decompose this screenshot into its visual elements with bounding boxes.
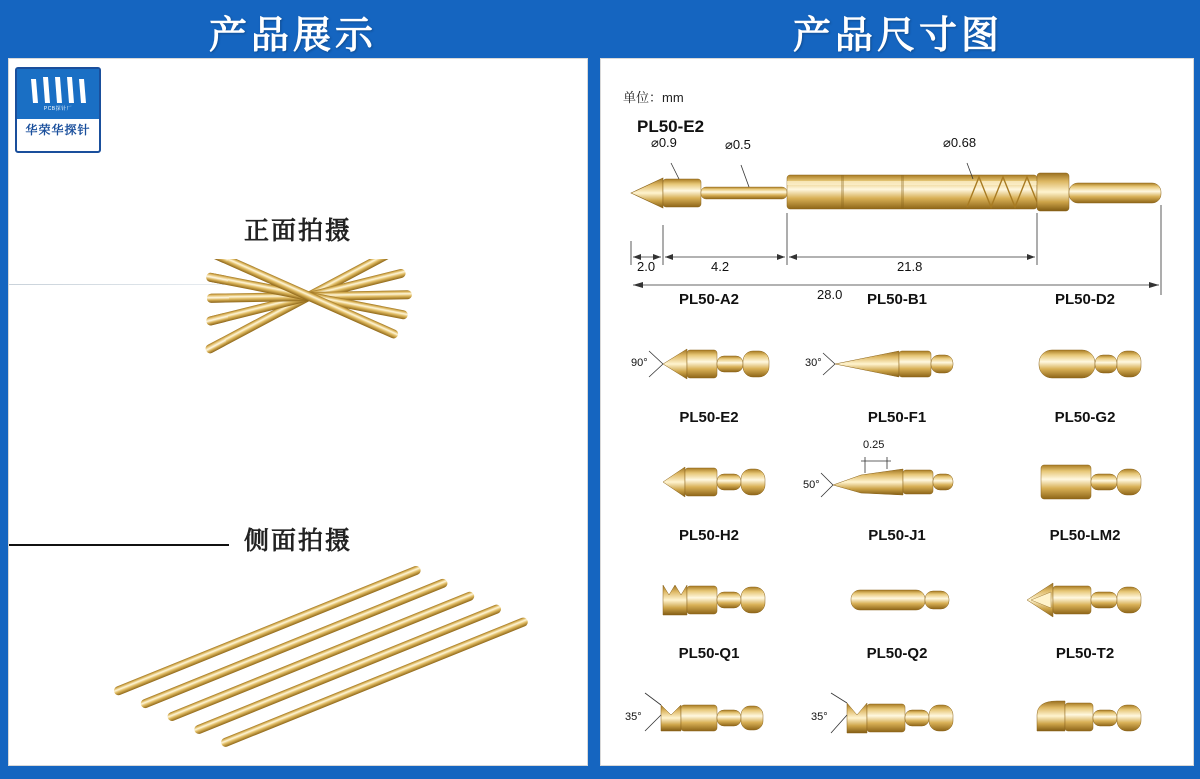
variant-cell: [803, 409, 991, 527]
variant-tip-drawing-d2: [991, 321, 1179, 407]
variant-cell: [803, 291, 991, 409]
logo-mark-text: PCB探针厂: [43, 106, 73, 112]
logo-mark-icon: [17, 69, 99, 119]
diameter-label-0.9: ⌀0.9: [651, 135, 677, 150]
variant-tip-drawing-e2: [615, 439, 803, 525]
variant-angle-label: 50°: [803, 479, 820, 491]
product-photo-panel: [8, 58, 588, 766]
variant-model-label: PL50-Q2: [866, 645, 928, 662]
variant-tip-drawing-t2: [991, 675, 1179, 761]
brand-logo: [15, 67, 101, 153]
variant-tip-drawing-q1: [615, 675, 803, 761]
variant-model-label: PL50-J1: [868, 527, 926, 544]
variant-tip-drawing-f1: [803, 439, 991, 525]
variant-angle-label: 90°: [631, 357, 648, 369]
dimension-label-28.0: 28.0: [817, 287, 843, 302]
main-model-label: PL50-E2: [637, 117, 705, 136]
variant-tip-drawing-j1: [803, 557, 991, 643]
header-title-left: 产品展示: [208, 15, 377, 57]
unit-label: 单位：mm: [623, 90, 684, 105]
variant-cell: [991, 291, 1179, 409]
variant-model-label: PL50-B1: [866, 291, 928, 308]
variant-angle-label: 35°: [811, 711, 828, 723]
variant-angle-label: 35°: [625, 711, 642, 723]
variant-cell: [615, 291, 803, 409]
variant-tip-drawing-lm2: [991, 557, 1179, 643]
dimension-label-4.2: 4.2: [711, 259, 730, 274]
variant-model-label: PL50-LM2: [1049, 527, 1121, 544]
caption-front-view: 正面拍摄: [243, 217, 352, 245]
variant-cell: [991, 527, 1179, 645]
logo-brand-text: 华荣华探针: [25, 123, 91, 137]
variant-angle-label: 30°: [805, 357, 822, 369]
variant-cell: [803, 527, 991, 645]
variant-tip-drawing-a2: [615, 321, 803, 407]
dimension-drawing-panel: [600, 58, 1194, 766]
variant-cell: [615, 645, 803, 763]
caption-side-view: 侧面拍摄: [243, 527, 352, 555]
variant-cell: [991, 409, 1179, 527]
variant-model-label: PL50-H2: [678, 527, 740, 544]
diameter-label-0.68: ⌀0.68: [943, 135, 977, 150]
variant-cell: [615, 409, 803, 527]
variant-tip-drawing-h2: [615, 557, 803, 643]
variant-grid: [615, 291, 1181, 763]
variant-tip-drawing-g2: [991, 439, 1179, 525]
variant-tip-drawing-q2: [803, 675, 991, 761]
variant-model-label: PL50-Q1: [678, 645, 740, 662]
dimension-label-2.0: 2.0: [637, 259, 656, 274]
variant-model-label: PL50-F1: [867, 409, 927, 426]
variant-model-label: PL50-G2: [1054, 409, 1116, 426]
variant-model-label: PL50-T2: [1055, 645, 1115, 662]
variant-extra-label: 0.25: [863, 439, 885, 451]
header-title-right: 产品尺寸图: [792, 15, 1003, 57]
header-band: [0, 0, 1200, 58]
variant-cell: [803, 645, 991, 763]
variant-model-label: PL50-E2: [679, 409, 739, 426]
variant-model-label: PL50-A2: [678, 291, 740, 308]
variant-cell: [615, 527, 803, 645]
dimension-label-21.8: 21.8: [897, 259, 923, 274]
variant-model-label: PL50-D2: [1054, 291, 1116, 308]
variant-cell: [991, 645, 1179, 763]
diameter-label-0.5: ⌀0.5: [725, 137, 751, 152]
variant-tip-drawing-b1: [803, 321, 991, 407]
